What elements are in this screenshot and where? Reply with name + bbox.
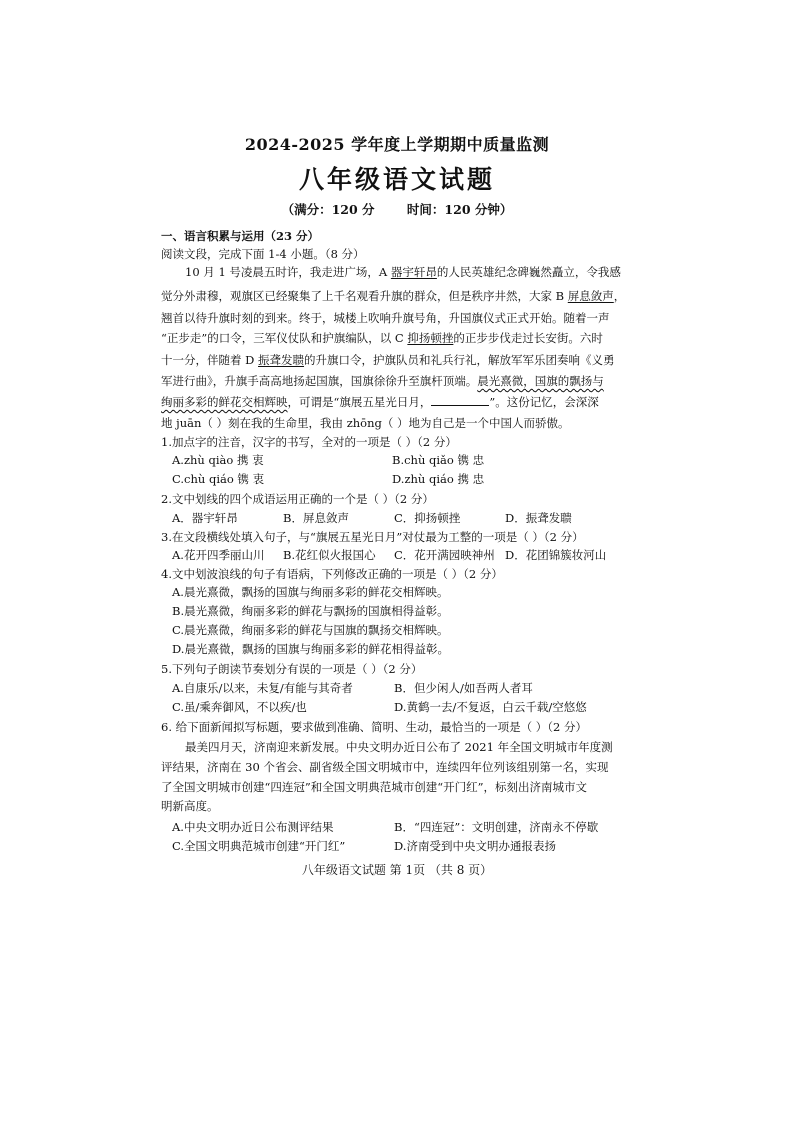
question-6-stem: 6. 给下面新闻拟写标题，要求做到准确、简明、生动，最恰当的一项是（ ）（2 分） xyxy=(161,720,588,734)
wavy-sentence-end: 绚丽多彩的鲜花交相辉映 xyxy=(161,395,288,409)
passage-line-1 xyxy=(185,264,633,280)
q5-option-a: A.自康乐/以来，未复/有能与其奇者 xyxy=(172,681,353,695)
q5-option-d: D.黄鹤一去/不复返，白云千载/空悠悠 xyxy=(394,700,587,714)
q3-option-a: A.花开四季丽山川 xyxy=(172,548,265,562)
news-line-3: 了全国文明城市创建“四连冠”和全国文明典范城市创建“开门红”，标刻出济南城市文 xyxy=(161,780,588,794)
q5-option-b: B．但少闲人/如吾两人者耳 xyxy=(394,681,533,695)
q3-option-c: C．花开满园映神州 xyxy=(394,548,495,562)
passage-line-6 xyxy=(161,373,633,389)
question-3-stem: 3.在文段横线处填入句子，与“旗展五星光日月”对仗最为工整的一项是（ ）（2 分） xyxy=(161,530,584,544)
q3-option-d: D．花团锦簇妆河山 xyxy=(505,548,607,562)
passage-text: 军进行曲》，升旗手高高地扬起国旗，国旗徐徐升至旗杆顶端。 xyxy=(161,374,478,388)
passage-line-7 xyxy=(161,394,633,410)
passage-text: ”。这份记忆，会深深 xyxy=(489,395,599,409)
q4-option-a: A.晨光熹微，飘扬的国旗与绚丽多彩的鲜花交相辉映。 xyxy=(172,585,449,599)
section-instruction: 阅读文段，完成下面 1-4 小题。（8 分） xyxy=(161,247,365,261)
q2-option-d: D．振聋发聩 xyxy=(505,511,572,525)
question-1-stem: 1.加点字的注音，汉字的书写，全对的一项是（ ）（2 分） xyxy=(161,435,457,449)
q2-option-a: A．器宇轩昂 xyxy=(172,511,238,525)
q2-option-c: C．抑扬顿挫 xyxy=(394,511,461,525)
q6-option-a: A.中央文明办近日公布测评结果 xyxy=(172,820,334,834)
full-score: （满分：120 分 xyxy=(281,202,375,217)
passage-line-8: 地 juān（ ）刻在我的生命里，我由 zhōng（ ）地为自己是一个中国人而骄傲。 xyxy=(161,416,570,430)
q2-option-b: B．屏息敛声 xyxy=(283,511,349,525)
q4-option-d: D.晨光熹微，飘扬的国旗与绚丽多彩的鲜花相得益彰。 xyxy=(172,642,449,656)
question-4-stem: 4.文中划波浪线的句子有语病，下列修改正确的一项是（ ）（2 分） xyxy=(161,567,503,581)
passage-text: 的正步步伐走过长安街。六时 xyxy=(453,331,603,345)
duration: 时间：120 分钟） xyxy=(406,202,513,217)
passage-line-3: 翘首以待升旗时刻的到来。终于，城楼上吹响升旗号角，升国旗仪式正式开始。随着一声 xyxy=(161,311,610,325)
q6-option-b: B．“四连冠”：文明创建，济南永不停歇 xyxy=(394,820,599,834)
q4-option-b: B.晨光熹微，绚丽多彩的鲜花与飘扬的国旗相得益彰。 xyxy=(172,604,449,618)
idiom-c: 抑扬顿挫 xyxy=(407,331,454,345)
question-5-stem: 5.下列句子朗读节奏划分有误的一项是（ ）（2 分） xyxy=(161,662,423,676)
q4-option-c: C.晨光熹微，绚丽多彩的鲜花与国旗的飘扬交相辉映。 xyxy=(172,623,449,637)
fill-blank xyxy=(431,394,489,406)
passage-text: 觉分外肃穆，观旗区已经聚集了上千名观看升旗的群众，但是秩序井然，大家 B xyxy=(161,289,568,303)
q6-option-d: D.济南受到中央文明办通报表扬 xyxy=(394,839,556,853)
passage-line-5 xyxy=(161,352,633,368)
exam-meta xyxy=(0,200,794,218)
exam-name: 2024-2025 学年度上学期期中质量监测 xyxy=(244,135,550,154)
paper-title: 八年级语文试题 xyxy=(298,165,495,194)
q1-option-d: D.zhù qiáo 携 忠 xyxy=(392,472,485,486)
q1-option-a: A.zhù qiào 携 衷 xyxy=(172,453,264,467)
news-line-1: 最美四月天，济南迎来新发展。中央文明办近日公布了 2021 年全国文明城市年度测 xyxy=(185,740,613,754)
question-2-stem: 2.文中划线的四个成语运用正确的一个是（ ）（2 分） xyxy=(161,492,434,506)
idiom-d: 振聋发聩 xyxy=(258,353,305,367)
passage-text: “正步走”的口令，三军仪仗队和护旗编队，以 C xyxy=(161,331,408,345)
passage-line-2 xyxy=(161,288,633,304)
passage-text: 十一分，伴随着 D xyxy=(161,353,259,367)
q1-option-b: B.chù qiǎo 镌 忠 xyxy=(392,453,485,467)
q5-option-c: C.虽/乘奔御风，不以疾/也 xyxy=(172,700,307,714)
passage-text: 的人民英雄纪念碑巍然矗立，令我感 xyxy=(436,265,621,279)
section-title: 一、语言积累与运用（23 分） xyxy=(161,229,320,243)
q6-option-c: C.全国文明典范城市创建“开门红” xyxy=(172,839,346,853)
news-line-2: 评结果，济南在 30 个省会、副省级全国文明城市中，连续四年位列该组别第一名，实现 xyxy=(161,760,609,774)
q3-option-b: B.花红似火报国心 xyxy=(283,548,376,562)
idiom-a: 器宇轩昂 xyxy=(390,265,437,279)
passage-text: ， xyxy=(613,289,626,303)
page-footer: 八年级语文试题 第 1页 （共 8 页） xyxy=(301,863,493,877)
q1-option-c: C.chù qiáo 镌 衷 xyxy=(172,472,265,486)
passage-text: 10 月 1 号凌晨五时许，我走进广场，A xyxy=(185,265,391,279)
passage-text: ，可谓是“旗展五星光日月， xyxy=(287,395,432,409)
passage-line-4 xyxy=(161,330,633,346)
passage-text: 的升旗口令，护旗队员和礼兵行礼，解放军军乐团奏响《义勇 xyxy=(304,353,615,367)
wavy-sentence-start: 晨光熹微，国旗的飘扬与 xyxy=(477,374,604,388)
news-line-4: 明新高度。 xyxy=(161,799,219,813)
idiom-b: 屏息敛声 xyxy=(567,289,614,303)
